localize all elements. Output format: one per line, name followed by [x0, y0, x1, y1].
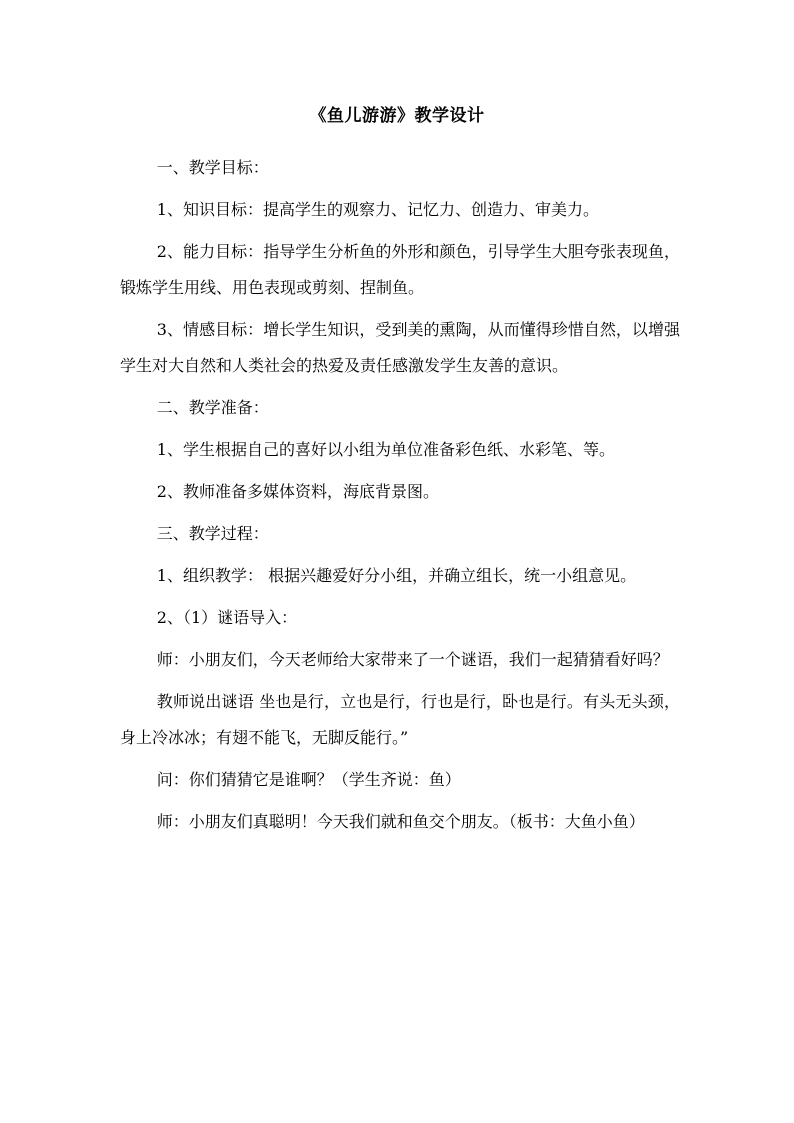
paragraph-teacher-praise: 师：小朋友们真聪明！今天我们就和鱼交个朋友。（板书：大鱼小鱼）	[156, 812, 645, 831]
paragraph-riddle-intro: 2、（1）谜语导入：	[156, 608, 298, 627]
paragraph-ask-students: 问：你们猜猜它是谁啊？（学生齐说：鱼）	[156, 770, 461, 789]
document-body	[120, 150, 680, 846]
paragraph-student-preparation: 1、学生根据自己的喜好以小组为单位准备彩色纸、水彩笔、等。	[156, 440, 615, 459]
section-heading-objectives: 一、教学目标：	[156, 158, 269, 177]
paragraph-emotion-goal: 3、情感目标：增长学生知识，受到美的熏陶，从而懂得珍惜自然，以增强学生对大自然和人类社会的热爱及责任感激发学生友善的意识。	[120, 320, 680, 375]
section-heading-preparation: 二、教学准备：	[156, 398, 269, 417]
paragraph-organize-teaching: 1、组织教学： 根据兴趣爱好分小组，并确立组长，统一小组意见。	[156, 566, 637, 585]
paragraph-ability-goal: 2、能力目标：指导学生分析鱼的外形和颜色，引导学生大胆夸张表现鱼，锻炼学生用线、用色表现或剪刻、捏制鱼。	[120, 242, 680, 297]
paragraph-teacher-preparation: 2、教师准备多媒体资料，海底背景图。	[156, 482, 439, 501]
section-heading-process: 三、教学过程：	[156, 524, 269, 543]
paragraph-teacher-question: 师：小朋友们，今天老师给大家带来了一个谜语，我们一起猜猜看好吗？	[156, 650, 669, 669]
paragraph-knowledge-goal: 1、知识目标：提高学生的观察力、记忆力、创造力、审美力。	[156, 200, 599, 219]
document-title: 《鱼儿游游》教学设计	[309, 106, 485, 126]
paragraph-riddle-text: 教师说出谜语 坐也是行，立也是行，行也是行，卧也是行。有头无头颈，身上冷冰冰；有翅不能飞，无脚反能行。”	[120, 692, 680, 747]
